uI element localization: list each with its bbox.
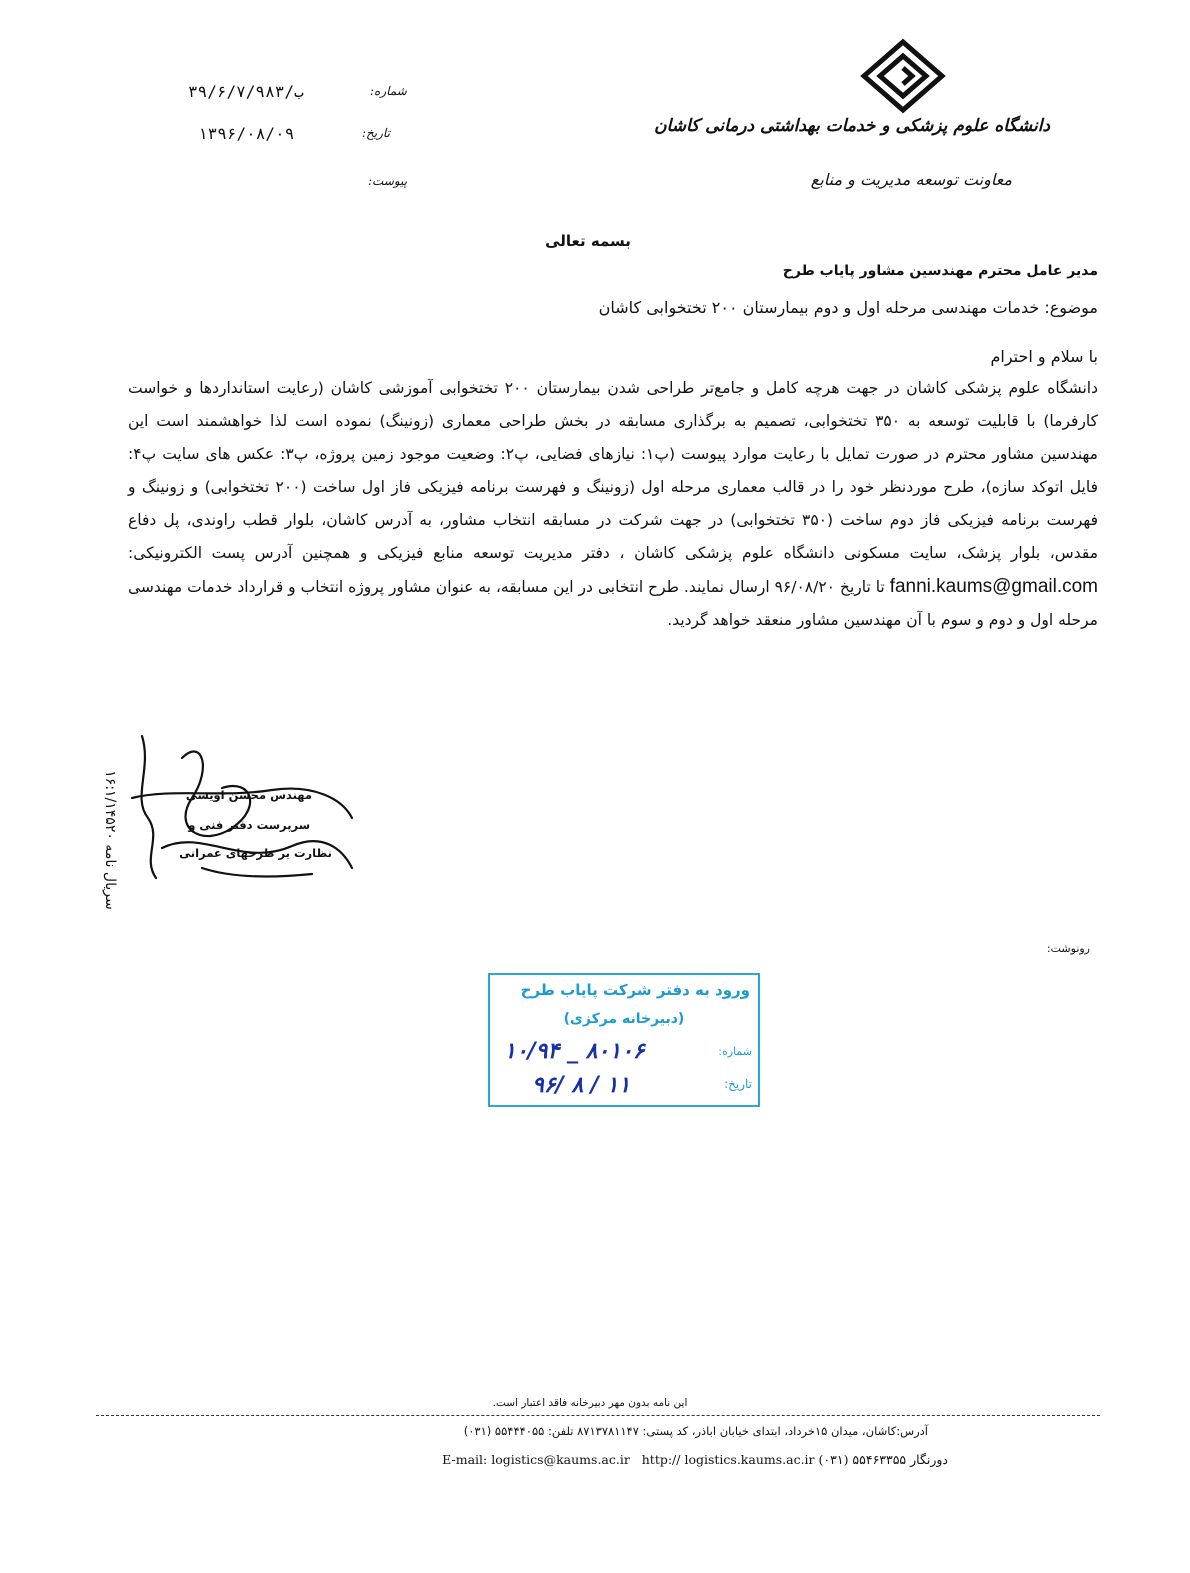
- stamp-subtitle: (دبیرخانه مرکزی): [563, 1011, 685, 1027]
- letter-body-part2: تا تاریخ ۹۶/۰۸/۲۰ ارسال نمایند. طرح انتخابی در این مسابقه، به عنوان مشاور پروژه انتخاب و قرارداد خدمات مهندسی مرحله اول و دوم و سوم با آن مهندسین مشاور منعقد خواهد گردید.: [128, 578, 1098, 629]
- stamp-date-label: تاریخ:: [724, 1077, 752, 1091]
- serial-note: [90, 740, 130, 940]
- letter-date-value: ۱۳۹۶/۰۸/۰۹: [198, 124, 295, 143]
- signatory-title-line2: نظارت بر طرحهای عمرانی: [179, 846, 332, 860]
- footer-fax-label: دورنگار: [910, 1452, 948, 1467]
- footer-validity-note: این نامه بدون مهر دبیرخانه فاقد اعتبار است.: [492, 1397, 688, 1409]
- serial-note-text: سریال نامه ۱۶:۱/۱۴۵۲۰: [102, 770, 118, 910]
- footer-fax: ۵۵۴۶۳۳۵۵ (۰۳۱): [818, 1452, 907, 1467]
- contact-email: fanni.kaums@gmail.com: [889, 576, 1099, 597]
- letter-body: [128, 372, 1098, 637]
- footer-address: آدرس:کاشان، میدان ۱۵خرداد، ابتدای خیابان اباذر، کد پستی: ۸۷۱۳۷۸۱۱۴۷ تلفن: ۵۵۴۴۴۰۵۵ (۰۳۱): [463, 1424, 928, 1438]
- stamp-date-value: ۹۶/ ۸ / ۱۱: [532, 1073, 631, 1098]
- university-name: دانشگاه علوم پزشکی و خدمات بهداشتی درمانی کاشان: [654, 116, 1050, 136]
- addressee: مدیر عامل محترم مهندسین مشاور پایاب طرح: [782, 263, 1098, 279]
- greeting: با سلام و احترام: [990, 347, 1098, 366]
- footer-email: E-mail: logistics@kaums.ac.ir: [442, 1452, 630, 1467]
- letter-body-part1: دانشگاه علوم پزشکی کاشان در جهت هرچه کامل و جامع‌تر طراحی شدن بیمارستان ۲۰۰ تختخوابی آموزشی کاشان (رعایت استانداردها و خواست کارفرما) با قابلیت توسعه به ۳۵۰ تختخوابی، تصمیم به برگذاری مسابقه در بخش طراحی معماری (زونینگ) نموده است لذا خواهشمند است این مهندسین مشاور محترم در صورت تمایل با رعایت موارد پیوست (پ۱: نیازهای فضایی، پ۲: وضعیت موجود زمین پروژه، پ۳: عکس های سایت پ۴: فایل اتوکد سازه)، طرح موردنظر خود را در قالب معماری مرحله اول (زونینگ و فهرست برنامه فیزیکی فاز اول ساخت (۲۰۰ تختخوابی) و زونینگ و فهرست برنامه فیزیکی فاز دوم ساخت (۳۵۰ تختخوابی) در جهت شرکت در مسابقه انتخاب مشاور، به آدرس کاشان، بلوار قطب راوندی، پل دفاع مقدس، بلوار پزشک، سایت مسکونی دانشگاه علوم پزشکی کاشان ، دفتر مدیریت توسعه منابع فیزیکی و همچنین آدرس پست الکترونیکی:: [128, 379, 1098, 562]
- university-logo-icon: [858, 38, 948, 114]
- cc-label: رونوشت:: [1046, 942, 1090, 955]
- letter-number-value: ب/۳۹/۶/۷/۹۸۳: [188, 82, 304, 101]
- footer-website: http:// logistics.kaums.ac.ir: [641, 1452, 815, 1467]
- letter-number-label: شماره:: [370, 84, 407, 98]
- signatory-title-line1: سرپرست دفتر فنی و: [188, 818, 310, 832]
- footer-contact: [258, 1452, 948, 1467]
- footer-divider: [96, 1415, 1100, 1416]
- stamp-number-value: ۱۰/۹۴ _ ۸۰۱۰۶: [504, 1039, 645, 1064]
- department-name: معاونت توسعه مدیریت و منابع: [810, 170, 1012, 189]
- stamp-number-label: شماره:: [718, 1045, 752, 1058]
- subject-line: موضوع: خدمات مهندسی مرحله اول و دوم بیمارستان ۲۰۰ تختخوابی کاشان: [598, 298, 1098, 317]
- incoming-stamp: [488, 973, 760, 1107]
- signatory-name: مهندس محسن اویسی: [185, 788, 312, 802]
- bismillah-heading: بسمه تعالی: [545, 232, 631, 250]
- signature-icon: [112, 728, 372, 888]
- stamp-title: ورود به دفتر شرکت پایاب طرح: [520, 981, 750, 999]
- letter-date-label: تاریخ:: [362, 126, 390, 140]
- attachment-label: پیوست:: [368, 174, 408, 188]
